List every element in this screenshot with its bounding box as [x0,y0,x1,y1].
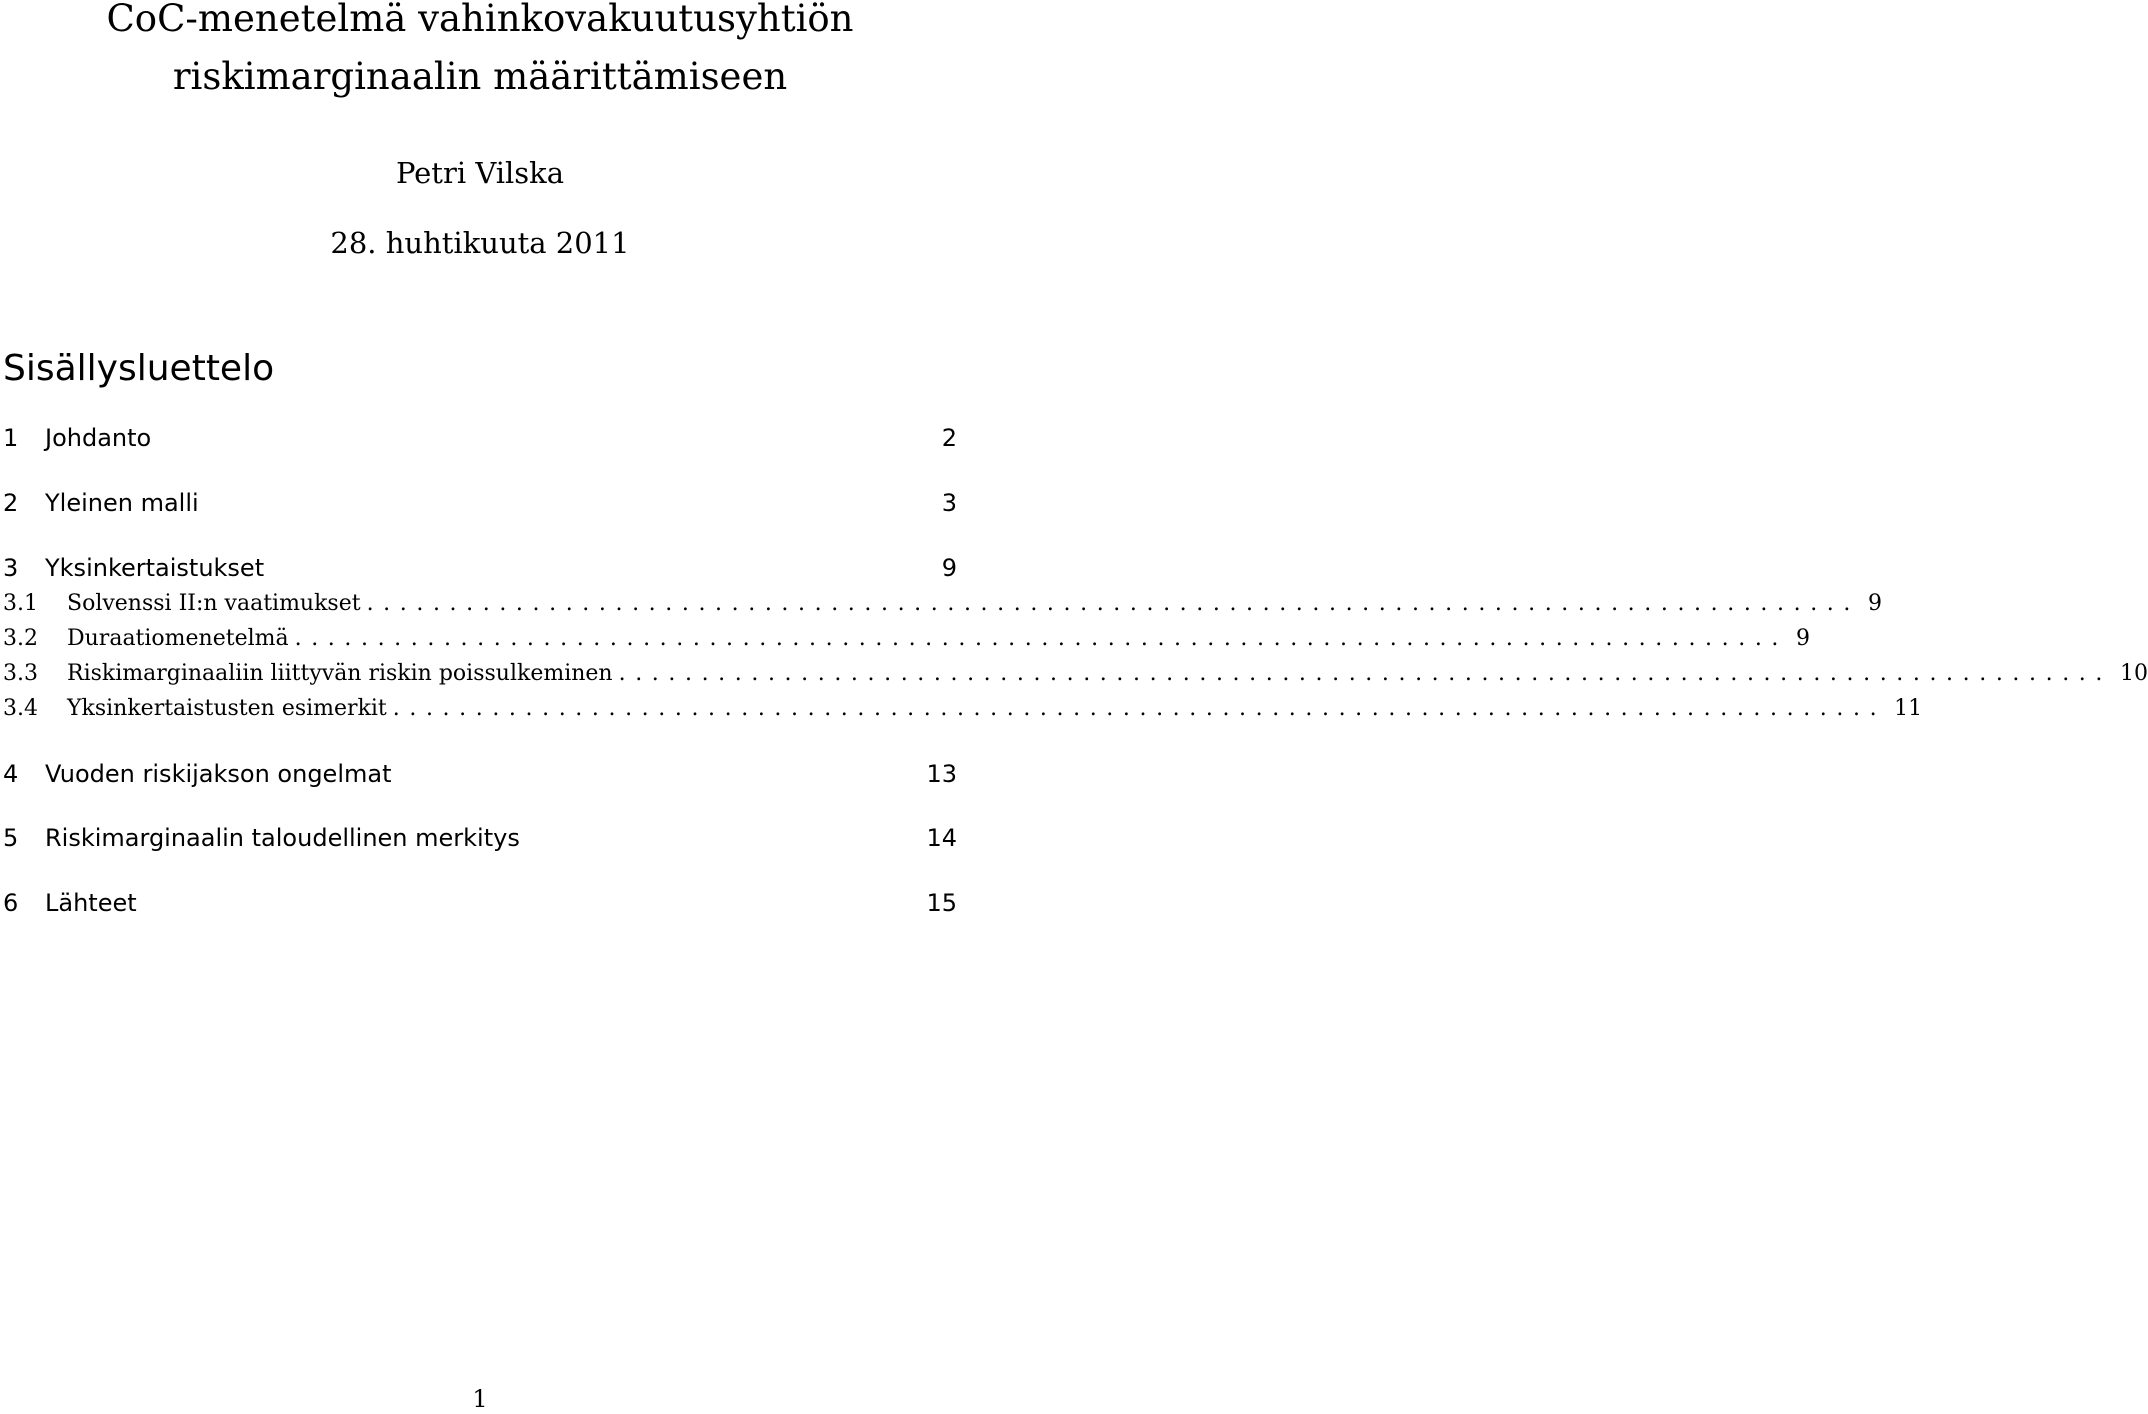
toc-entry-label: Vuoden riskijakson ongelmat [45,760,392,788]
page-number: 1 [472,1385,488,1413]
toc-entry-number: 3 [3,554,19,582]
toc-entry-4[interactable] [3,756,957,792]
document-title-line-1: CoC-menetelmä vahinkovakuutusyhtiön [106,0,854,40]
toc-entry-page: 14 [926,824,957,852]
toc-entry-number: 4 [3,760,19,788]
toc-entry-page: 11 [1894,696,1923,721]
toc-entry-3-4[interactable] [3,692,1923,726]
toc-entry-number: 6 [3,889,19,917]
toc-entry-page: 3 [941,489,957,517]
toc-entry-number: 3.4 [3,696,38,721]
toc-entry-label: Yksinkertaistukset [45,554,265,582]
toc-dot-leader: .......................................................................................... [366,591,1860,616]
toc-entry-3-2[interactable] [3,622,1811,656]
toc-entry-number: 5 [3,824,19,852]
toc-entry-1[interactable] [3,420,957,456]
toc-entry-page: 15 [926,889,957,917]
document-date: 28. huhtikuuta 2011 [330,226,630,260]
toc-entry-6[interactable] [3,885,957,921]
toc-entry-label: Duraatiomenetelmä [67,626,289,651]
toc-entry-number: 2 [3,489,19,517]
toc-entry-label: Riskimarginaaliin liittyvän riskin poissulkeminen [67,661,613,686]
toc-entry-page: 2 [941,424,957,452]
toc-entry-page: 10 [2120,661,2148,686]
toc-entry-label: Yleinen malli [45,489,199,517]
toc-dot-leader: .......................................................................................... [294,626,1789,651]
toc-entry-label: Johdanto [45,424,152,452]
document-author: Petri Vilska [395,156,565,190]
toc-entry-number: 1 [3,424,19,452]
toc-entry-page: 9 [1867,591,1882,616]
toc-dot-leader: .......................................................................................... [392,696,1887,721]
toc-entry-label: Solvenssi II:n vaatimukset [67,591,361,616]
toc-entry-3[interactable] [3,550,957,586]
toc-entry-number: 3.1 [3,591,38,616]
toc-dot-leader: .......................................................................................... [618,661,2112,686]
toc-entry-page: 9 [941,554,957,582]
toc-entry-2[interactable] [3,485,957,521]
toc-entry-label: Lähteet [45,889,137,917]
toc-entry-label: Yksinkertaistusten esimerkit [67,696,387,721]
toc-entry-number: 3.2 [3,626,38,651]
toc-entry-5[interactable] [3,820,957,856]
toc-entry-3-1[interactable] [3,587,1882,621]
toc-entry-number: 3.3 [3,661,38,686]
toc-entry-page: 13 [926,760,957,788]
toc-entry-3-3[interactable] [3,657,2148,691]
document-title-line-2: riskimarginaalin määrittämiseen [172,55,788,98]
toc-heading: Sisällysluettelo [3,348,275,389]
toc-entry-page: 9 [1796,626,1811,651]
toc-entry-label: Riskimarginaalin taloudellinen merkitys [45,824,520,852]
